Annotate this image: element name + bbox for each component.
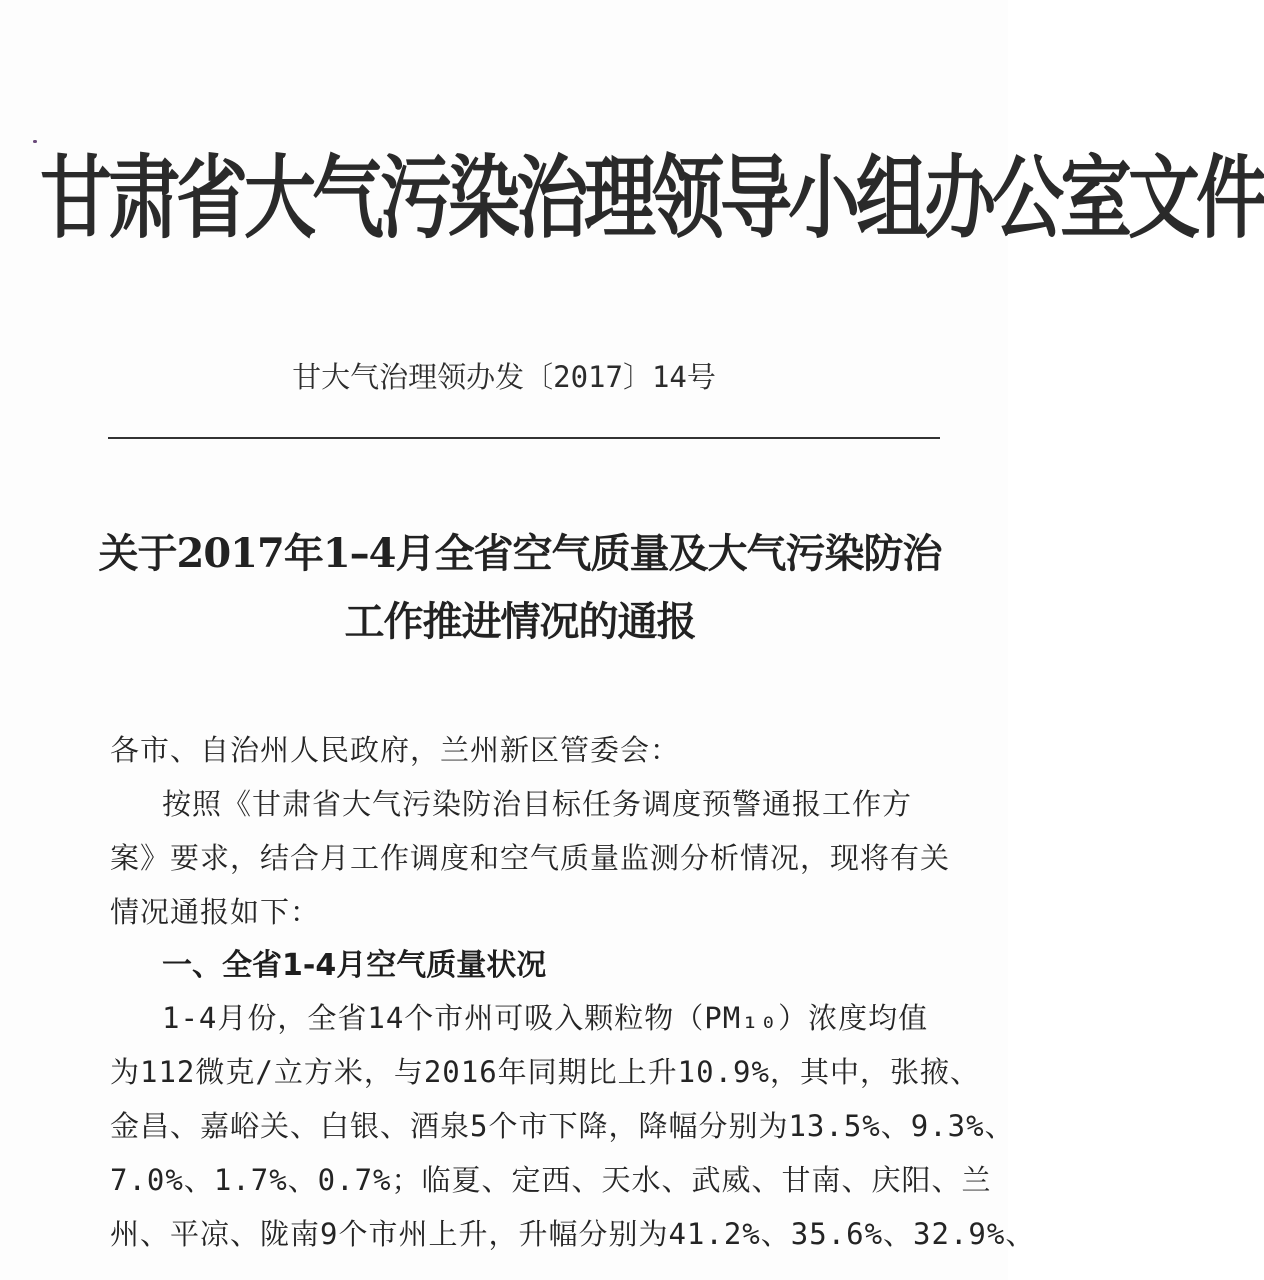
- section-1-line-1: 1-4月份，全省14个市州可吸入颗粒物（PM₁₀）浓度均值: [162, 1001, 929, 1035]
- intro-line-2: 案》要求，结合月工作调度和空气质量监测分析情况，现将有关: [110, 841, 951, 875]
- intro-line-1: 按照《甘肃省大气污染防治目标任务调度预警通报工作方: [162, 787, 913, 821]
- header-divider: [108, 437, 940, 439]
- document-header-title: 甘肃省大气污染治理领导小组办公室文件: [40, 143, 1264, 250]
- addressee: 各市、自治州人民政府，兰州新区管委会：: [110, 733, 681, 767]
- notice-title-line-1: 关于2017年1–4月全省空气质量及大气污染防治: [98, 530, 942, 577]
- section-1-line-2: 为112微克/立方米，与2016年同期比上升10.9%，其中，张掖、: [110, 1055, 980, 1089]
- section-1-line-5: 州、平凉、陇南9个市州上升，升幅分别为41.2%、35.6%、32.9%、: [110, 1217, 1036, 1251]
- section-1-line-3: 金昌、嘉峪关、白银、酒泉5个市下降，降幅分别为13.5%、9.3%、: [110, 1109, 1015, 1143]
- section-1-heading: 一、全省1-4月空气质量状况: [162, 948, 547, 983]
- notice-title-line-2: 工作推进情况的通报: [344, 598, 696, 645]
- document-number: 甘大气治理领办发〔2017〕14号: [292, 360, 716, 394]
- scan-speck: [33, 140, 37, 143]
- intro-line-3: 情况通报如下：: [110, 895, 321, 929]
- section-1-line-4: 7.0%、1.7%、0.7%；临夏、定西、天水、武威、甘南、庆阳、兰: [110, 1163, 992, 1197]
